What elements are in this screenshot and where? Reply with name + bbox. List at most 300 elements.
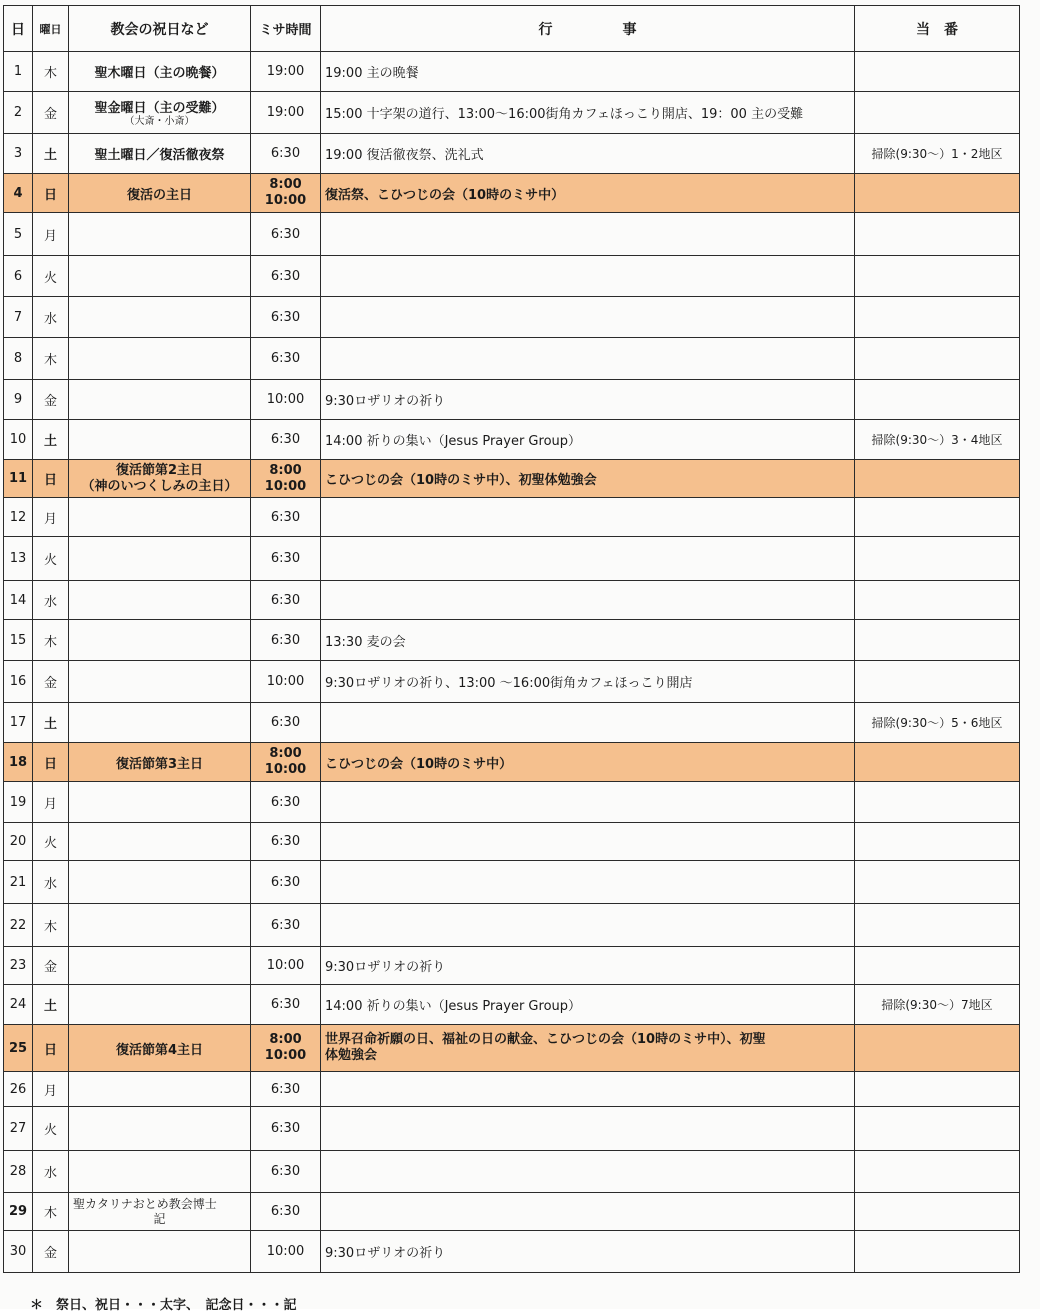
schedule-row [4, 338, 1020, 380]
day-cell [4, 947, 33, 985]
schedule-row [4, 134, 1020, 174]
events-cell [321, 1072, 855, 1107]
feast-cell [69, 1072, 251, 1107]
mass-time: 6:30 [270, 1121, 301, 1136]
events-text: 9:30ロザリオの祈り [325, 960, 446, 975]
events-text: 復活祭、こひつじの会（10時のミサ中） [325, 187, 565, 203]
feast-cell [69, 904, 251, 947]
feast-cell [69, 947, 251, 985]
feast-cell [69, 420, 251, 460]
schedule-row [4, 460, 1020, 498]
feast-label: 復活節第2主日 [115, 462, 204, 478]
mass-time-2: 10:00 [264, 1048, 307, 1063]
feast-cell [69, 134, 251, 174]
schedule-row [4, 861, 1020, 904]
mass-time: 6:30 [270, 715, 301, 730]
weekday-label: 土 [43, 148, 57, 163]
mass-time: 19:00 [266, 64, 305, 79]
feast-cell [69, 1193, 251, 1231]
weekday-label: 木 [43, 919, 57, 935]
mass-time-cell [251, 861, 321, 904]
schedule-row [4, 380, 1020, 420]
weekday-label: 日 [43, 1042, 57, 1058]
weekday-label: 月 [43, 796, 57, 812]
mass-time: 6:30 [270, 309, 301, 325]
mass-time: 6:30 [270, 1164, 301, 1179]
weekday-cell [33, 1231, 69, 1273]
schedule-row [4, 661, 1020, 703]
feast-cell [69, 661, 251, 703]
mass-time: 6:30 [270, 834, 301, 849]
day-cell [4, 537, 33, 581]
weekday-label: 土 [43, 434, 57, 449]
mass-time-cell [251, 1193, 321, 1231]
day-cell [4, 703, 33, 743]
schedule-row [4, 743, 1020, 782]
mass-time: 6:30 [270, 592, 301, 608]
day-cell [4, 134, 33, 174]
day-cell [4, 1231, 33, 1273]
feast-cell [69, 703, 251, 743]
weekday-cell [33, 297, 69, 338]
day-number: 27 [9, 1121, 27, 1136]
weekday-cell [33, 1025, 69, 1072]
duty-cell [855, 1231, 1020, 1273]
mass-time-cell [251, 1072, 321, 1107]
events-cell [321, 661, 855, 703]
events-cell [321, 338, 855, 380]
day-number: 6 [13, 268, 23, 284]
mass-time-2: 10:00 [264, 193, 307, 208]
day-number: 26 [9, 1081, 27, 1097]
events-cell [321, 1193, 855, 1231]
weekday-cell [33, 661, 69, 703]
weekday-cell [33, 985, 69, 1025]
events-cell [321, 861, 855, 904]
day-number: 2 [13, 105, 23, 120]
mass-time-cell [251, 498, 321, 537]
day-number: 21 [9, 874, 27, 890]
header-mass-time: ミサ時間 [251, 6, 321, 52]
mass-time-cell [251, 338, 321, 380]
duty-cell [855, 1025, 1020, 1072]
events-cell [321, 297, 855, 338]
schedule-row [4, 420, 1020, 460]
mass-time: 6:30 [270, 551, 301, 566]
duty-cell [855, 460, 1020, 498]
mass-time-cell [251, 537, 321, 581]
feast-cell [69, 338, 251, 380]
events-text: 19:00 主の晩餐 [325, 66, 419, 81]
schedule-row [4, 92, 1020, 134]
mass-time-cell [251, 581, 321, 620]
weekday-cell [33, 460, 69, 498]
duty-cell [855, 782, 1020, 823]
day-number: 13 [9, 551, 27, 566]
feast-label: 復活の主日 [126, 187, 192, 203]
day-number: 23 [9, 958, 27, 973]
feast-cell [69, 174, 251, 213]
duty-text: 掃除(9:30～）5・6地区 [871, 716, 1003, 730]
feast-label: 聖土曜日／復活徹夜祭 [94, 148, 225, 163]
mass-time-cell [251, 823, 321, 861]
weekday-cell [33, 134, 69, 174]
day-cell [4, 52, 33, 92]
weekday-label: 火 [43, 553, 57, 568]
feast-cell [69, 985, 251, 1025]
schedule-row [4, 1193, 1020, 1231]
header-feast: 教会の祝日など [69, 6, 251, 52]
mass-time-cell [251, 420, 321, 460]
day-number: 1 [13, 64, 23, 79]
events-cell [321, 460, 855, 498]
mass-time: 6:30 [270, 226, 301, 242]
events-cell [321, 1107, 855, 1151]
schedule-row [4, 256, 1020, 297]
schedule-row [4, 537, 1020, 581]
mass-time: 6:30 [270, 268, 301, 284]
duty-cell [855, 52, 1020, 92]
feast-cell [69, 498, 251, 537]
duty-cell [855, 380, 1020, 420]
events-text: 15:00 十字架の道行、13:00～16:00街角カフェほっこり開店、19：00 主の受難 [325, 107, 804, 122]
schedule-row [4, 904, 1020, 947]
mass-time-cell [251, 1231, 321, 1273]
day-cell [4, 213, 33, 256]
feast-cell [69, 782, 251, 823]
duty-cell [855, 134, 1020, 174]
weekday-cell [33, 256, 69, 297]
mass-time: 6:30 [270, 351, 301, 366]
mass-time-cell [251, 743, 321, 782]
events-cell [321, 904, 855, 947]
weekday-cell [33, 92, 69, 134]
events-cell [321, 52, 855, 92]
day-cell [4, 861, 33, 904]
mass-time: 6:30 [270, 632, 301, 648]
mass-time: 10:00 [266, 958, 305, 973]
events-cell [321, 782, 855, 823]
day-cell [4, 1193, 33, 1231]
weekday-label: 日 [43, 473, 57, 488]
weekday-cell [33, 782, 69, 823]
events-cell [321, 985, 855, 1025]
day-number: 4 [13, 185, 23, 201]
mass-time-cell [251, 380, 321, 420]
mass-time: 6:30 [270, 509, 301, 525]
day-number: 24 [9, 997, 27, 1012]
duty-cell [855, 1193, 1020, 1231]
day-number: 8 [13, 351, 23, 366]
mass-time: 8:00 [269, 1032, 302, 1047]
duty-text: 掃除(9:30～）7地区 [881, 998, 993, 1012]
mass-time-2: 10:00 [264, 762, 307, 777]
events-text: 13:30 麦の会 [325, 634, 406, 650]
day-number: 16 [9, 674, 27, 689]
schedule-row [4, 213, 1020, 256]
mass-time: 6:30 [270, 1204, 301, 1219]
weekday-cell [33, 338, 69, 380]
duty-cell [855, 213, 1020, 256]
weekday-label: 日 [43, 756, 57, 772]
day-cell [4, 1151, 33, 1193]
weekday-label: 月 [43, 228, 57, 244]
day-number: 11 [8, 471, 28, 486]
day-number: 12 [9, 509, 27, 525]
day-cell [4, 1072, 33, 1107]
events-cell [321, 498, 855, 537]
header-row [4, 6, 1020, 52]
day-number: 20 [9, 834, 27, 849]
day-number: 17 [9, 715, 27, 730]
mass-time-cell [251, 297, 321, 338]
duty-cell [855, 420, 1020, 460]
events-cell [321, 743, 855, 782]
schedule-row [4, 498, 1020, 537]
events-cell [321, 823, 855, 861]
day-number: 7 [13, 309, 23, 325]
weekday-label: 火 [43, 270, 57, 286]
day-number: 28 [9, 1164, 27, 1179]
events-text: 9:30ロザリオの祈り [325, 394, 446, 409]
weekday-cell [33, 380, 69, 420]
weekday-label: 金 [43, 960, 57, 975]
feast-cell [69, 52, 251, 92]
weekday-label: 木 [43, 353, 57, 368]
mass-time: 6:30 [270, 874, 301, 890]
feast-cell [69, 256, 251, 297]
mass-time-cell [251, 661, 321, 703]
schedule-row [4, 174, 1020, 213]
schedule-row [4, 1231, 1020, 1273]
schedule-row [4, 1025, 1020, 1072]
events-cell [321, 380, 855, 420]
mass-time: 6:30 [270, 794, 301, 810]
events-text: 9:30ロザリオの祈り [325, 1246, 446, 1261]
mass-time-cell [251, 256, 321, 297]
duty-cell [855, 498, 1020, 537]
duty-text: 掃除(9:30～）3・4地区 [871, 433, 1003, 447]
feast-cell [69, 380, 251, 420]
feast-cell [69, 1025, 251, 1072]
events-text: こひつじの会（10時のミサ中） [325, 756, 513, 772]
events-cell [321, 174, 855, 213]
day-cell [4, 420, 33, 460]
events-cell [321, 420, 855, 460]
day-number: 22 [9, 917, 27, 933]
header-day: 日 [4, 6, 33, 52]
feast-cell [69, 743, 251, 782]
weekday-label: 土 [43, 717, 57, 732]
schedule-table [3, 5, 1020, 1273]
weekday-label: 金 [43, 676, 57, 691]
day-number: 15 [9, 632, 27, 648]
events-text: 9:30ロザリオの祈り、13:00 ～16:00街角カフェほっこり開店 [325, 676, 693, 691]
weekday-label: 水 [43, 876, 57, 892]
mass-time: 6:30 [270, 432, 301, 447]
weekday-cell [33, 743, 69, 782]
events-cell [321, 92, 855, 134]
schedule-row [4, 1151, 1020, 1193]
duty-cell [855, 537, 1020, 581]
day-cell [4, 823, 33, 861]
duty-cell [855, 1107, 1020, 1151]
weekday-label: 日 [43, 187, 57, 203]
weekday-cell [33, 213, 69, 256]
weekday-label: 火 [43, 836, 57, 851]
mass-time-cell [251, 1151, 321, 1193]
weekday-label: 月 [43, 1083, 57, 1099]
duty-cell [855, 581, 1020, 620]
day-number: 18 [8, 754, 28, 770]
day-cell [4, 743, 33, 782]
day-cell [4, 297, 33, 338]
mass-time-cell [251, 213, 321, 256]
day-cell [4, 1025, 33, 1072]
duty-cell [855, 620, 1020, 661]
day-number: 25 [8, 1040, 28, 1056]
events-text-line2: 体勉強会 [325, 1048, 378, 1063]
mass-time-cell [251, 782, 321, 823]
schedule-row [4, 297, 1020, 338]
weekday-label: 金 [43, 107, 57, 122]
events-text: 19:00 復活徹夜祭、洗礼式 [325, 148, 484, 163]
feast-label: 復活節第3主日 [115, 756, 204, 772]
feast-cell [69, 460, 251, 498]
duty-cell [855, 338, 1020, 380]
duty-cell [855, 904, 1020, 947]
events-cell [321, 581, 855, 620]
feast-sublabel: （大斎・小斎） [124, 116, 195, 127]
weekday-cell [33, 1151, 69, 1193]
schedule-row [4, 1107, 1020, 1151]
feast-cell [69, 1231, 251, 1273]
feast-cell [69, 823, 251, 861]
mass-time-2: 10:00 [264, 478, 307, 494]
header-duty: 当 番 [855, 6, 1020, 52]
mass-time: 8:00 [269, 746, 302, 761]
mass-time-cell [251, 52, 321, 92]
duty-cell [855, 703, 1020, 743]
day-number: 29 [8, 1204, 28, 1219]
weekday-label: 月 [43, 511, 57, 527]
weekday-cell [33, 174, 69, 213]
feast-cell [69, 213, 251, 256]
mass-time: 10:00 [266, 392, 305, 407]
day-cell [4, 460, 33, 498]
weekday-label: 木 [43, 634, 57, 650]
weekday-cell [33, 1193, 69, 1231]
mass-time-cell [251, 92, 321, 134]
duty-cell [855, 861, 1020, 904]
day-number: 30 [9, 1244, 27, 1259]
schedule-row [4, 581, 1020, 620]
mass-time: 10:00 [266, 674, 305, 689]
day-cell [4, 92, 33, 134]
schedule-row [4, 1072, 1020, 1107]
events-cell [321, 134, 855, 174]
weekday-cell [33, 947, 69, 985]
feast-label: 聖金曜日（主の受難） [94, 101, 225, 116]
weekday-label: 水 [43, 311, 57, 327]
weekday-label: 水 [43, 594, 57, 610]
events-text: こひつじの会（10時のミサ中）、初聖体勉強会 [325, 473, 597, 488]
feast-label: 聖木曜日（主の晩餐） [94, 66, 225, 81]
events-text: 世界召命祈願の日、福祉の日の献金、こひつじの会（10時のミサ中）、初聖 [325, 1032, 766, 1047]
feast-cell [69, 1107, 251, 1151]
events-text: 14:00 祈りの集い（Jesus Prayer Group） [325, 434, 582, 449]
weekday-label: 木 [43, 1206, 57, 1221]
feast-label: 聖カタリナおとめ教会博士 [73, 1197, 217, 1211]
day-cell [4, 904, 33, 947]
feast-label-line2: （神のいつくしみの主日） [81, 478, 238, 494]
events-cell [321, 703, 855, 743]
day-cell [4, 498, 33, 537]
weekday-cell [33, 537, 69, 581]
feast-label-line2: 記 [153, 1212, 166, 1226]
day-number: 3 [13, 146, 23, 161]
events-text: 14:00 祈りの集い（Jesus Prayer Group） [325, 999, 582, 1014]
weekday-label: 水 [43, 1166, 57, 1181]
day-number: 5 [13, 226, 23, 242]
weekday-cell [33, 861, 69, 904]
mass-time: 19:00 [266, 105, 305, 120]
day-cell [4, 581, 33, 620]
feast-label: 復活節第4主日 [115, 1042, 204, 1058]
mass-time-cell [251, 904, 321, 947]
header-weekday: 曜日 [33, 6, 69, 52]
mass-time-cell [251, 703, 321, 743]
duty-text: 掃除(9:30～）1・2地区 [871, 147, 1003, 161]
mass-time: 8:00 [269, 177, 302, 192]
feast-cell [69, 861, 251, 904]
feast-cell [69, 581, 251, 620]
day-cell [4, 661, 33, 703]
mass-time-cell [251, 1107, 321, 1151]
mass-time-cell [251, 460, 321, 498]
feast-cell [69, 1151, 251, 1193]
duty-cell [855, 92, 1020, 134]
feast-cell [69, 92, 251, 134]
day-cell [4, 380, 33, 420]
day-cell [4, 174, 33, 213]
events-cell [321, 1151, 855, 1193]
weekday-cell [33, 1107, 69, 1151]
day-number: 10 [9, 432, 27, 447]
events-cell [321, 620, 855, 661]
mass-time-cell [251, 134, 321, 174]
schedule-row [4, 52, 1020, 92]
mass-time: 6:30 [270, 1081, 301, 1097]
schedule-row [4, 782, 1020, 823]
duty-cell [855, 256, 1020, 297]
feast-cell [69, 297, 251, 338]
feast-cell [69, 537, 251, 581]
day-cell [4, 338, 33, 380]
weekday-label: 火 [43, 1123, 57, 1138]
events-cell [321, 256, 855, 297]
weekday-label: 金 [43, 1246, 57, 1261]
day-cell [4, 256, 33, 297]
day-cell [4, 620, 33, 661]
weekday-cell [33, 581, 69, 620]
mass-time-cell [251, 1025, 321, 1072]
mass-time: 6:30 [270, 146, 301, 161]
events-cell [321, 537, 855, 581]
events-cell [321, 1231, 855, 1273]
duty-cell [855, 1151, 1020, 1193]
day-cell [4, 985, 33, 1025]
